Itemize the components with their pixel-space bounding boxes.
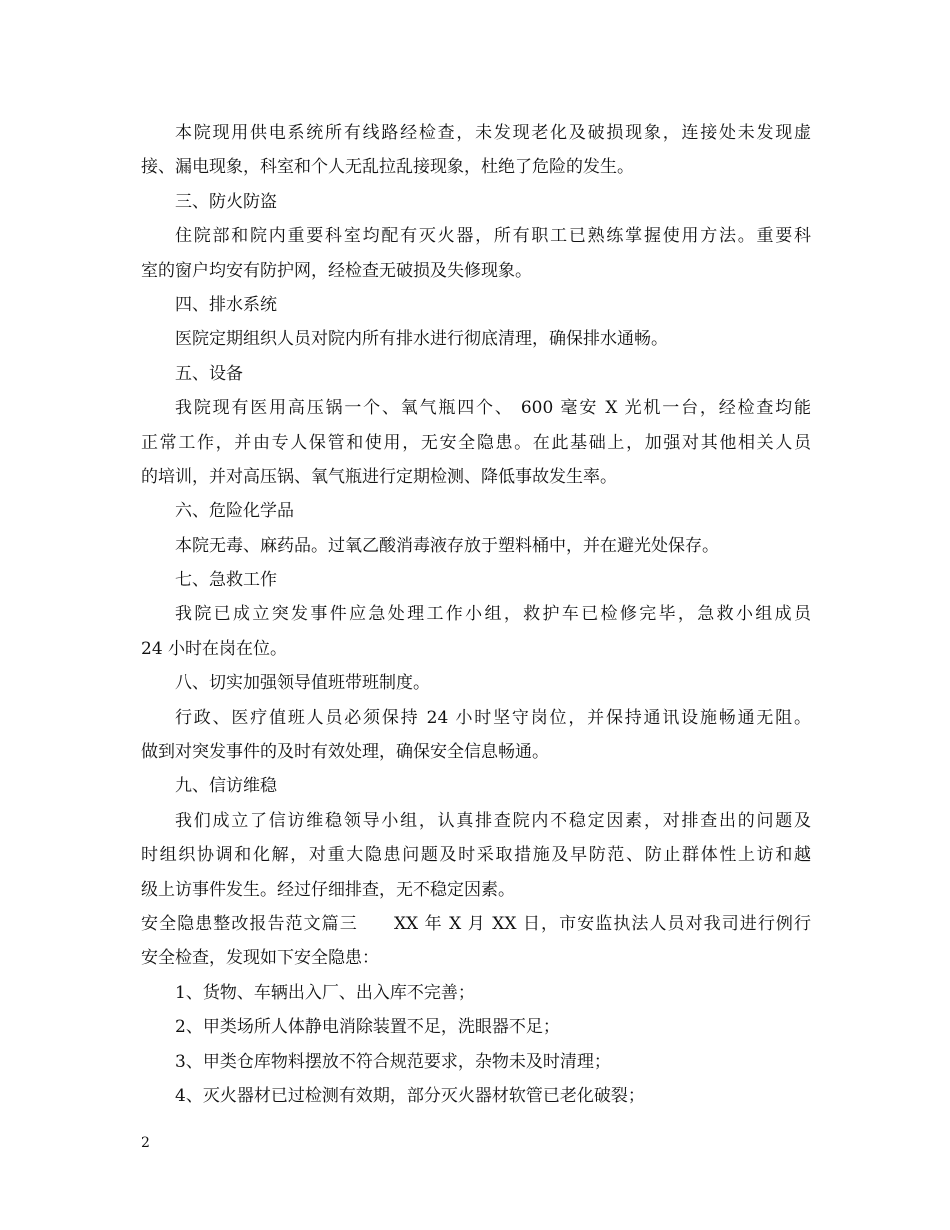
paragraph-line: 时组织协调和化解，对重大隐患问题及时采取措施及早防范、防止群体性上访和越 [141, 845, 811, 866]
section-heading: 六、危险化学品 [175, 501, 294, 522]
section-heading: 八、切实加强领导值班带班制度。 [175, 673, 430, 694]
paragraph-line: 行政、医疗值班人员必须保持 24 小时坚守岗位，并保持通讯设施畅通无阻。 [175, 707, 811, 728]
paragraph-line: 做到对突发事件的及时有效处理，确保安全信息畅通。 [141, 742, 549, 763]
list-item: 2、甲类场所人体静电消除装置不足，洗眼器不足； [175, 1017, 560, 1038]
paragraph-line: 医院定期组织人员对院内所有排水进行彻底清理，确保排水通畅。 [175, 329, 668, 350]
paragraph-line: 室的窗户均安有防护网，经检查无破损及失修现象。 [141, 260, 532, 281]
list-item: 4、灭火器材已过检测有效期，部分灭火器材软管已老化破裂； [175, 1085, 645, 1106]
section-heading: 五、设备 [175, 363, 243, 384]
section-heading: 三、防火防盗 [175, 191, 277, 212]
page-number: 2 [141, 1135, 150, 1151]
paragraph-line: 我院现有医用高压锅一个、氧气瓶四个、 600 毫安 X 光机一台，经检查均能 [175, 398, 811, 419]
paragraph-line: 住院部和院内重要科室均配有灭火器，所有职工已熟练掌握使用方法。重要科 [175, 226, 811, 247]
body-text [141, 116, 811, 1113]
paragraph-line: 本院现用供电系统所有线路经检查，未发现老化及破损现象，连接处未发现虚 [175, 123, 811, 143]
paragraph-line: 的培训，并对高压锅、氧气瓶进行定期检测、降低事故发生率。 [141, 466, 617, 487]
section-heading: 九、信访维稳 [175, 776, 277, 797]
paragraph-line: 本院无毒、麻药品。过氧乙酸消毒液存放于塑料桶中，并在避光处保存。 [175, 535, 719, 556]
paragraph-line: 我院已成立突发事件应急处理工作小组，救护车已检修完毕，急救小组成员 [175, 604, 811, 625]
paragraph-line: 24 小时在岗在位。 [141, 638, 288, 659]
paragraph-line: 安全检查，发现如下安全隐患： [141, 948, 379, 969]
section-heading: 四、排水系统 [175, 294, 277, 315]
paragraph-line: 正常工作，并由专人保管和使用，无安全隐患。在此基础上，加强对其他相关人员 [141, 432, 811, 453]
paragraph-line: 接、漏电现象，科室和个人无乱拉乱接现象，杜绝了危险的发生。 [141, 157, 634, 178]
article-heading-line: 安全隐患整改报告范文篇三 XX 年 X 月 XX 日，市安监执法人员对我司进行例行 [141, 913, 811, 934]
paragraph-line: 级上访事件发生。经过仔细排查，无不稳定因素。 [141, 879, 515, 900]
list-item: 3、甲类仓库物料摆放不符合规范要求，杂物未及时清理； [175, 1051, 611, 1072]
list-item: 1、货物、车辆出入厂、出入库不完善； [175, 982, 475, 1003]
section-heading: 七、急救工作 [175, 570, 277, 591]
paragraph-line: 我们成立了信访维稳领导小组，认真排查院内不稳定因素，对排查出的问题及 [175, 810, 811, 831]
